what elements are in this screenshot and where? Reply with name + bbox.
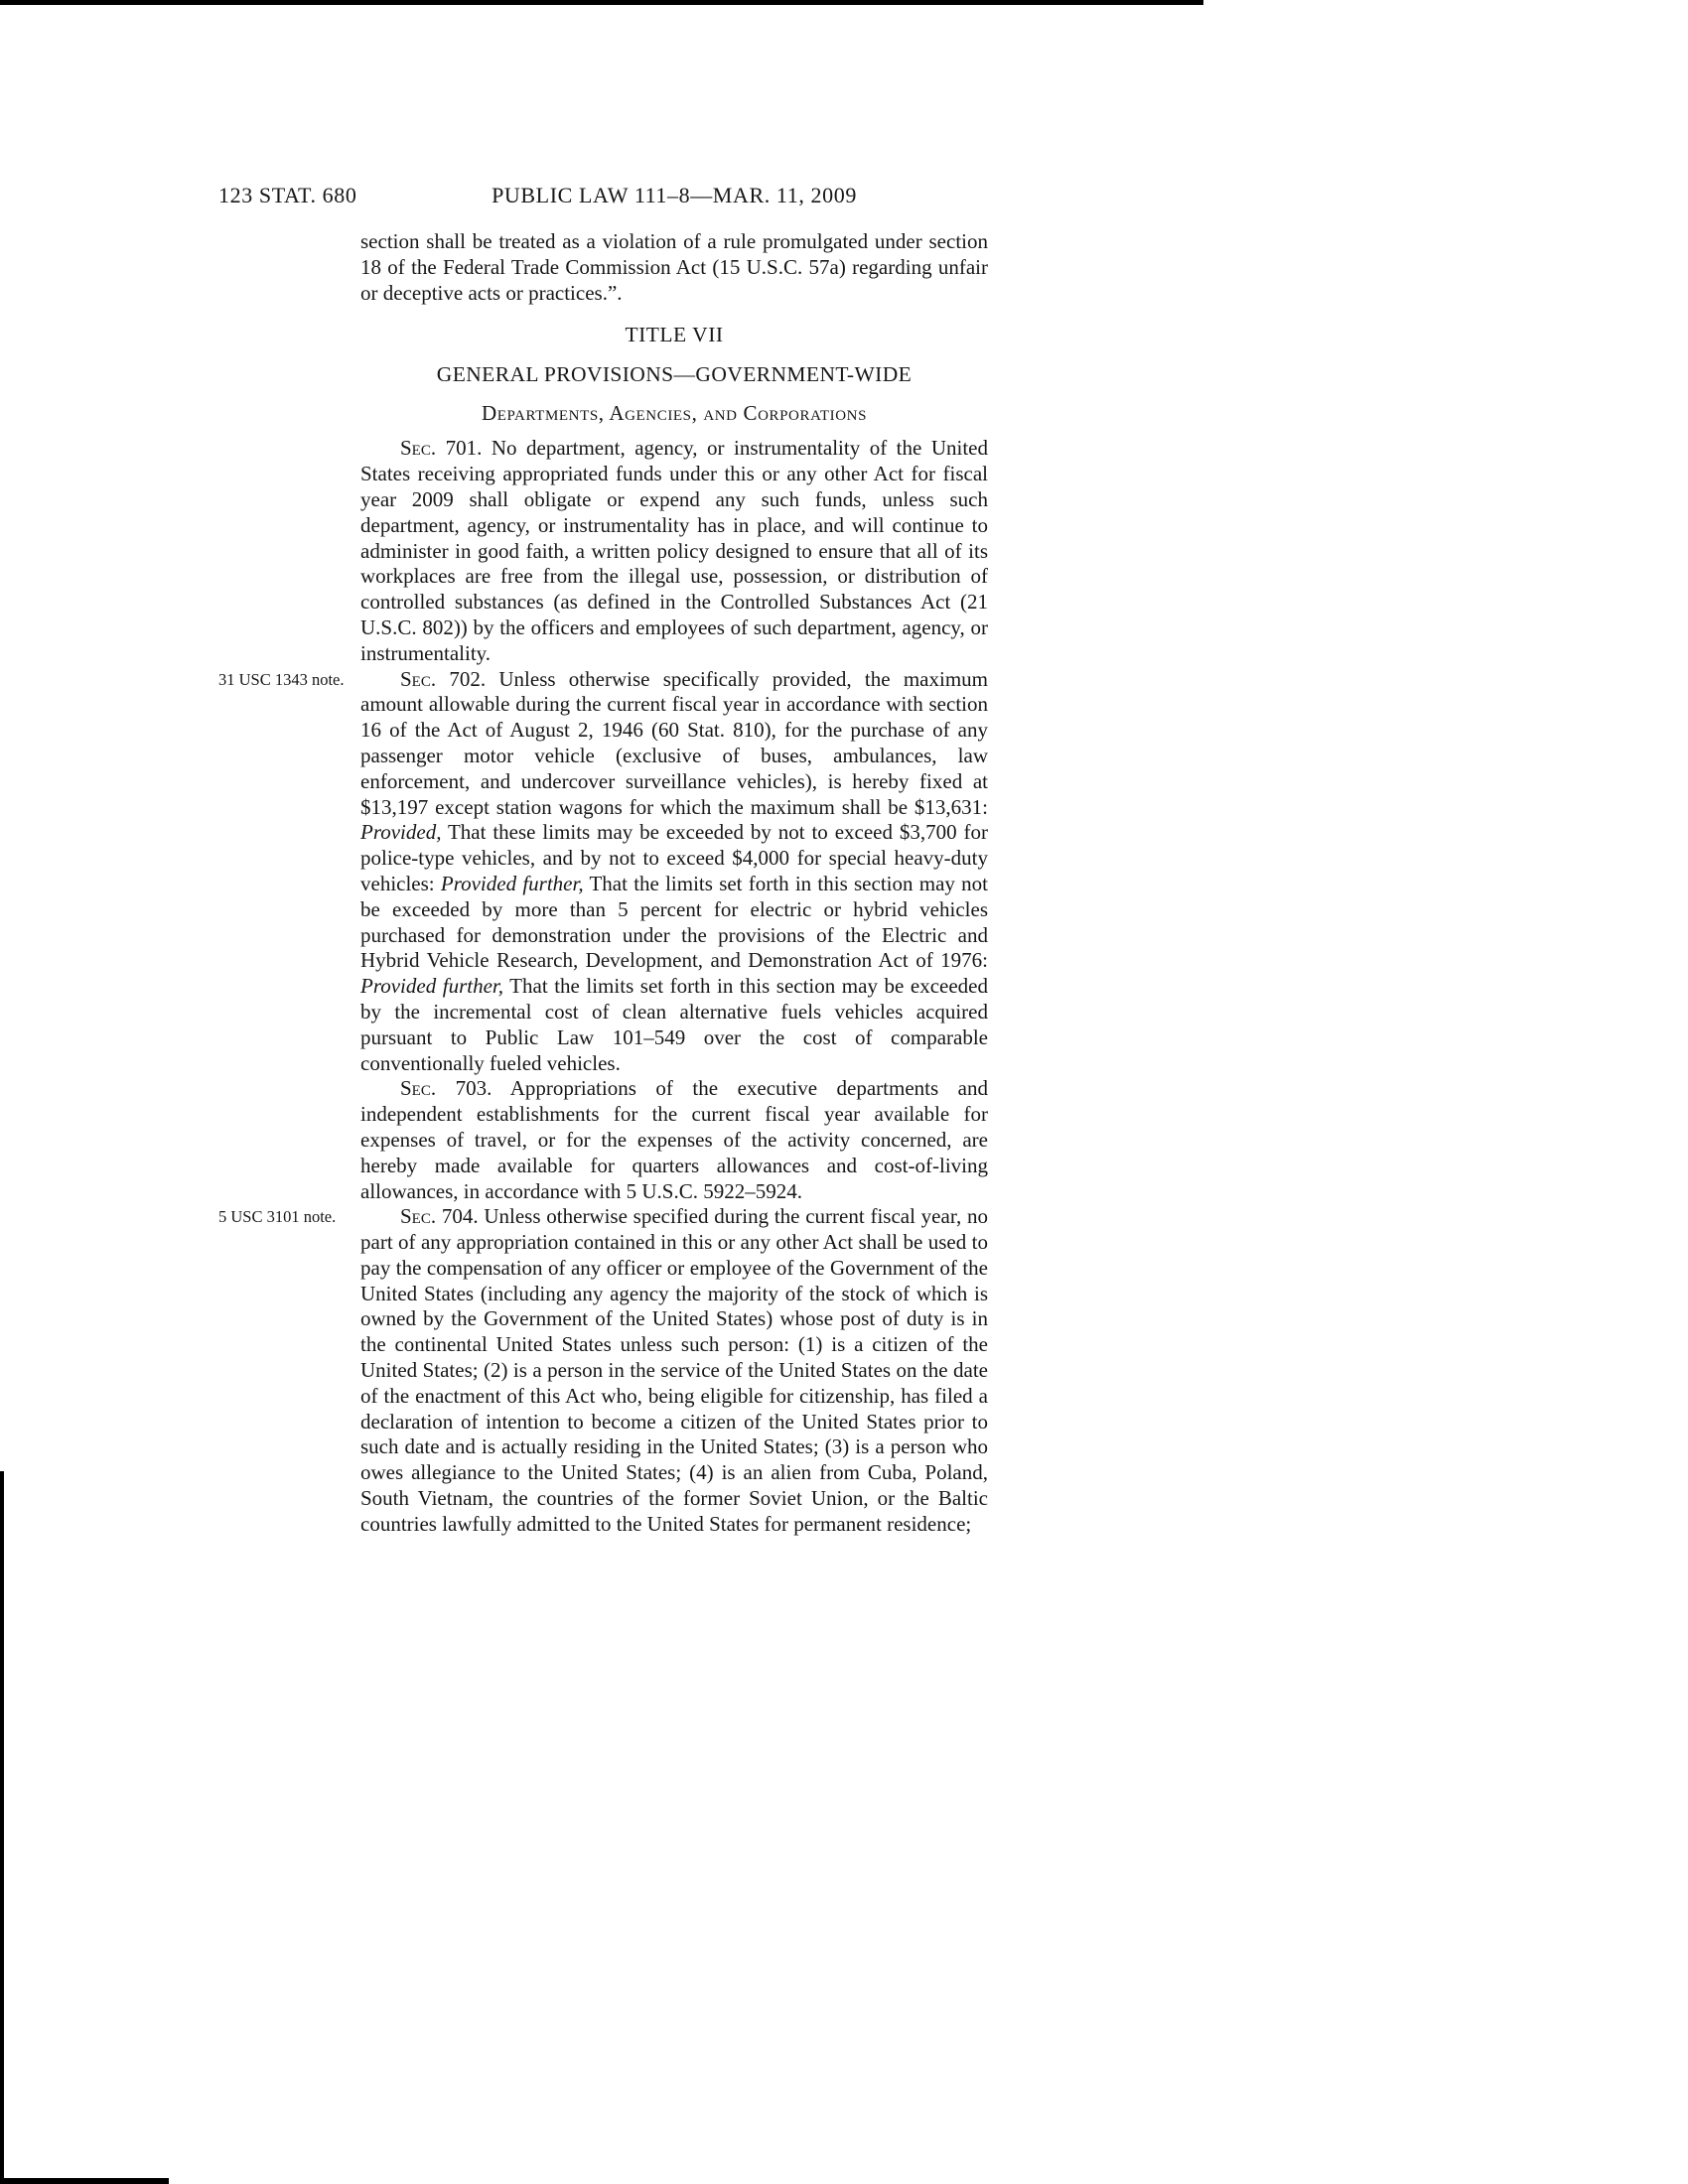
section-701-text: No department, agency, or instrumentality of the United States receiving appropriated funds under this or any other Act for fiscal year 2009 shall obligate or expend any such funds, unless such department, agency, or instrumentality has in place, and will continue to administer in good faith, a written policy designed to ensure that all of its workplaces are free from the illegal use, possession, or distribution of controlled substances (as defined in the Controlled Substances Act (21 U.S.C. 802)) by the officers and employees of such department, agency, or instrumentality. — [360, 436, 988, 665]
section-703-label: Sec. 703. — [400, 1076, 492, 1101]
section-701-paragraph — [360, 436, 988, 666]
section-702-proviso-2: Provided further, — [440, 871, 584, 895]
section-702 — [218, 666, 988, 1077]
running-head-law-title: PUBLIC LAW 111–8—MAR. 11, 2009 — [492, 183, 857, 207]
subtitle-heading: GENERAL PROVISIONS—GOVERNMENT-WIDE — [436, 362, 913, 387]
section-702-text-run-6: That the limits set forth in this section may be exceeded by the incremental cost of clean alternative fuels vehicles acquired pursuant to Public Law 101–549 over the cost of comparable conventionally fueled vehicles. — [360, 974, 988, 1075]
section-702-text-run-4: That the limits set forth in this section may not be exceeded by more than 5 percent for electric or hybrid vehicles purchased for demonstration under the provisions of the Electric and Hybrid Vehicle Research, Development, and Demonstration Act of 1976: — [360, 871, 988, 973]
scan-artifact-bottom-edge — [0, 2178, 169, 2184]
continuation-paragraph: section shall be treated as a violation of a rule promulgated under section 18 of the Federal Trade Commission Act (15 U.S.C. 57a) regarding unfair or deceptive acts or practices.”. — [360, 229, 988, 305]
section-704-paragraph — [360, 1204, 988, 1537]
section-701-label: Sec. 701. — [400, 436, 483, 461]
section-702-text-run-2: That these limits may be exceeded by not to exceed $3,700 for police-type vehicles, and by not to exceed $4,000 for special heavy-duty vehicles: — [360, 820, 988, 895]
section-703 — [360, 1076, 988, 1204]
margin-note-5-usc-3101: 5 USC 3101 note. — [218, 1207, 337, 1227]
section-702-paragraph — [360, 667, 988, 1077]
scan-artifact-left-edge — [0, 1471, 4, 2184]
section-703-text: Appropriations of the executive departments and independent establishments for the current fiscal year available for expenses of travel, or for the expenses of the activity concerned, are hereby made available for quarters allowances and cost-of-living allowances, in accordance with 5 U.S.C. 5922–5924. — [360, 1076, 988, 1203]
title-heading: TITLE VII — [625, 323, 724, 347]
section-704-text: Unless otherwise specified during the current fiscal year, no part of any appropriation contained in this or any other Act shall be used to pay the compensation of any officer or employee of the Government of the United States (including any agency the majority of the stock of which is owned by the Government of the United States) whose post of duty is in the continental United States unless such person: (1) is a citizen of the United States; (2) is a person in the service of the United States on the date of the enactment of this Act who, being eligible for citizenship, has filed a declaration of intention to become a citizen of the United States prior to such date and is actually residing in the United States; (3) is a person who owes allegiance to the United States; (4) is an alien from Cuba, Poland, South Vietnam, the countries of the former Soviet Union, or the Baltic countries lawfully admitted to the United States for permanent residence; — [360, 1204, 988, 1536]
section-702-text-run-0: Unless otherwise specifically provided, the maximum amount allowable during the current fiscal year in accordance with section 16 of the Act of August 2, 1946 (60 Stat. 810), for the purchase of any passenger motor vehicle (exclusive of buses, ambulances, law enforcement, and undercover surveillance vehicles), is hereby fixed at $13,197 except station wagons for which the maximum shall be $13,631: — [360, 666, 988, 819]
stat-page-number: 123 STAT. 680 — [218, 183, 357, 207]
section-702-label: Sec. 702. — [400, 666, 487, 691]
page-body — [218, 229, 988, 1538]
section-704-label: Sec. 704. — [400, 1204, 479, 1229]
section-704 — [218, 1204, 988, 1537]
margin-note-31-usc-1343: 31 USC 1343 note. — [218, 669, 345, 689]
section-703-paragraph — [360, 1076, 988, 1204]
scan-artifact-top-edge — [0, 0, 1203, 5]
departments-heading: Departments, Agencies, and Corporations — [481, 401, 868, 426]
continuation-paragraph-block — [360, 229, 988, 306]
section-701 — [360, 436, 988, 666]
section-702-proviso-3: Provided further, — [360, 974, 503, 999]
section-702-proviso-1: Provided, — [360, 820, 442, 845]
